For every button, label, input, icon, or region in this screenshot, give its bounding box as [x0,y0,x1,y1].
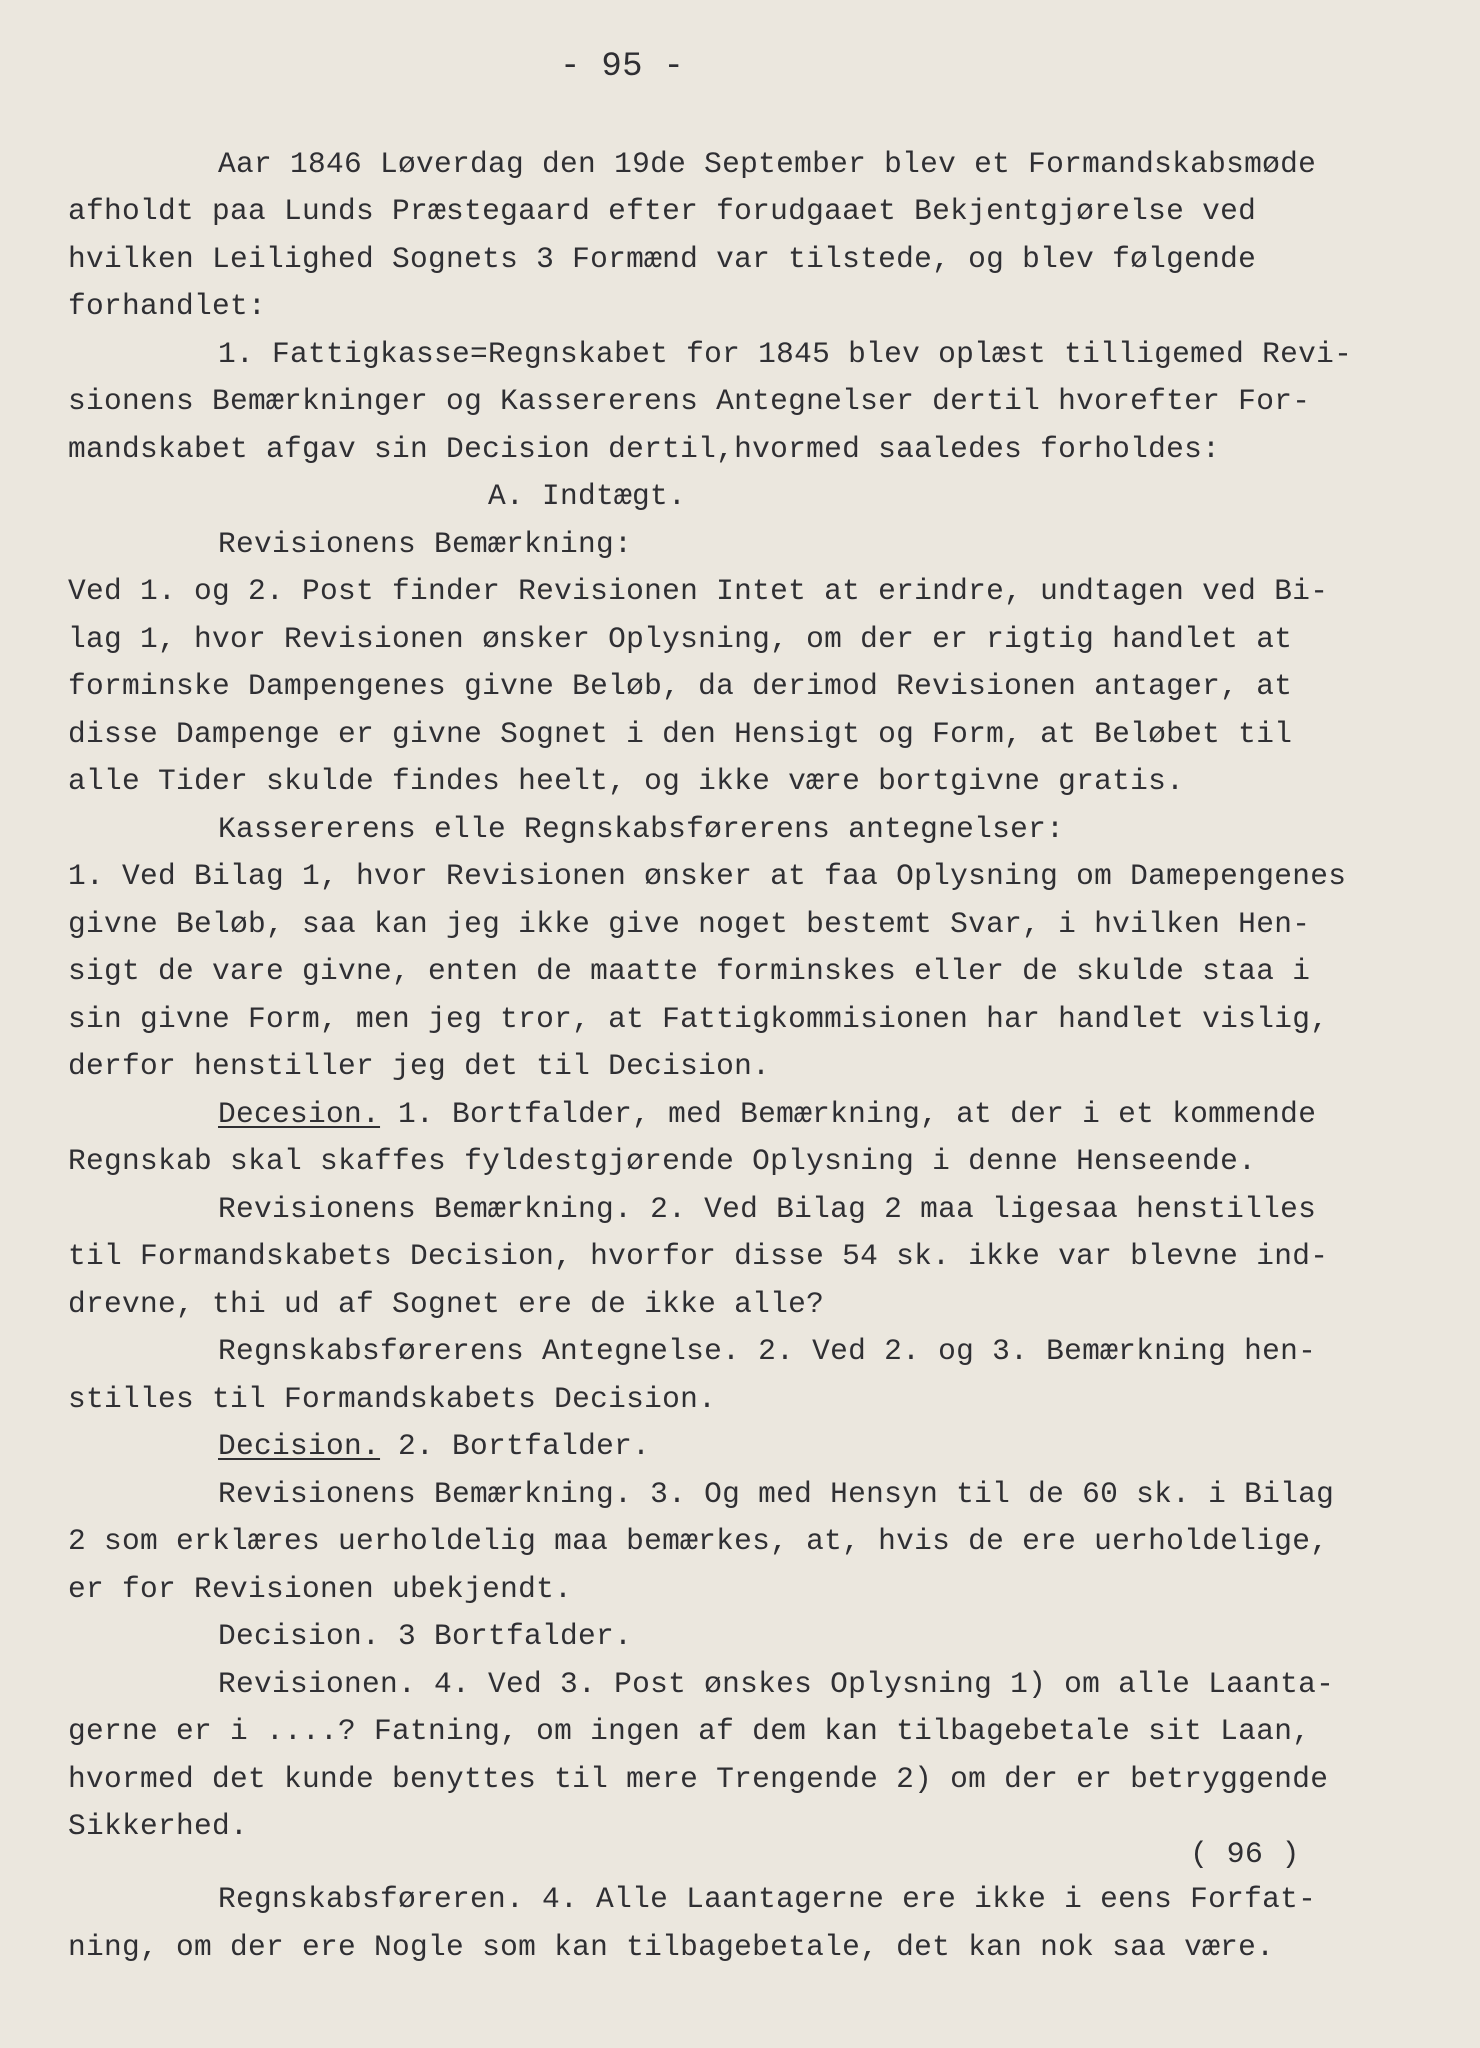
text-line: afholdt paa Lunds Præstegaard efter forudgaaet Bekjentgjørelse ved [68,194,1257,228]
section-heading: A. Indtægt. [488,479,687,513]
text-line: Ved 1. og 2. Post finder Revisionen Intet at erindre, undtagen ved Bi- [68,574,1329,608]
decesion-heading: Decesion. [218,1097,381,1131]
decision-text: 2. Bortfalder. [398,1429,651,1463]
text-line: sigt de vare givne, enten de maatte forminskes eller de skulde staa i [68,954,1311,988]
text-line: Regnskabsføreren. 4. Alle Laantagerne ere ikke i eens Forfat- [218,1882,1317,1916]
text-line: forminske Dampengenes givne Beløb, da derimod Revisionen antager, at [68,669,1293,703]
text-line: Aar 1846 Løverdag den 19de September blev et Formandskabsmøde [218,147,1317,181]
text-line: Revisionen. 4. Ved 3. Post ønskes Oplysning 1) om alle Laanta- [218,1667,1335,1701]
text-line: drevne, thi ud af Sognet ere de ikke alle? [68,1287,825,1321]
text-line: Decision. 3 Bortfalder. [218,1619,633,1653]
text-line: Revisionens Bemærkning. 2. Ved Bilag 2 maa ligesaa henstilles [218,1192,1317,1226]
text-line: Revisionens Bemærkning. 3. Og med Hensyn til de 60 sk. i Bilag [218,1477,1335,1511]
text-line: Revisionens Bemærkning: [218,527,633,561]
text-line: 2 som erklæres uerholdelig maa bemærkes, at, hvis de ere uerholdelige, [68,1524,1329,1558]
decesion-text: 1. Bortfalder, med Bemærkning, at der i et kommende [398,1097,1317,1131]
text-line: givne Beløb, saa kan jeg ikke give noget bestemt Svar, i hvilken Hen- [68,907,1311,941]
continuation-marker: ( 96 ) [1190,1838,1300,1872]
text-line: Regnskab skal skaffes fyldestgjørende Oplysning i denne Henseende. [68,1144,1257,1178]
page-number: - 95 - [560,48,685,86]
text-line: 1. Fattigkasse=Regnskabet for 1845 blev oplæst tilligemed Revi- [218,337,1353,371]
text-line: 1. Ved Bilag 1, hvor Revisionen ønsker at faa Oplysning om Damepengenes [68,859,1347,893]
text-line: hvormed det kunde benyttes til mere Trengende 2) om der er betryggende [68,1762,1329,1796]
text-line [218,1429,651,1463]
text-line: disse Dampenge er givne Sognet i den Hensigt og Form, at Beløbet til [68,717,1293,751]
text-line: ning, om der ere Nogle som kan tilbagebetale, det kan nok saa være. [68,1930,1275,1964]
text-line: derfor henstiller jeg det til Decision. [68,1049,771,1083]
text-line: Kassererens elle Regnskabsførerens antegnelser: [218,812,1065,846]
text-line: lag 1, hvor Revisionen ønsker Oplysning, om der er rigtig handlet at [68,622,1293,656]
text-line: er for Revisionen ubekjendt. [68,1572,573,1606]
text-line: Sikkerhed. [68,1809,249,1843]
text-line: mandskabet afgav sin Decision dertil,hvormed saaledes forholdes: [68,432,1221,466]
decision-heading: Decision. [218,1429,381,1463]
text-line: alle Tider skulde findes heelt, og ikke være bortgivne gratis. [68,764,1185,798]
text-line: gerne er i ....? Fatning, om ingen af dem kan tilbagebetale sit Laan, [68,1714,1311,1748]
text-line [218,1097,1317,1131]
text-line: Regnskabsførerens Antegnelse. 2. Ved 2. og 3. Bemærkning hen- [218,1334,1317,1368]
text-line: hvilken Leilighed Sognets 3 Formænd var tilstede, og blev følgende [68,242,1257,276]
text-line: forhandlet: [68,289,267,323]
text-line: til Formandskabets Decision, hvorfor disse 54 sk. ikke var blevne ind- [68,1239,1329,1273]
text-line: sionens Bemærkninger og Kassererens Antegnelser dertil hvorefter For- [68,384,1311,418]
text-line: sin givne Form, men jeg tror, at Fattigkommisionen har handlet vislig, [68,1002,1329,1036]
text-line: stilles til Formandskabets Decision. [68,1382,717,1416]
